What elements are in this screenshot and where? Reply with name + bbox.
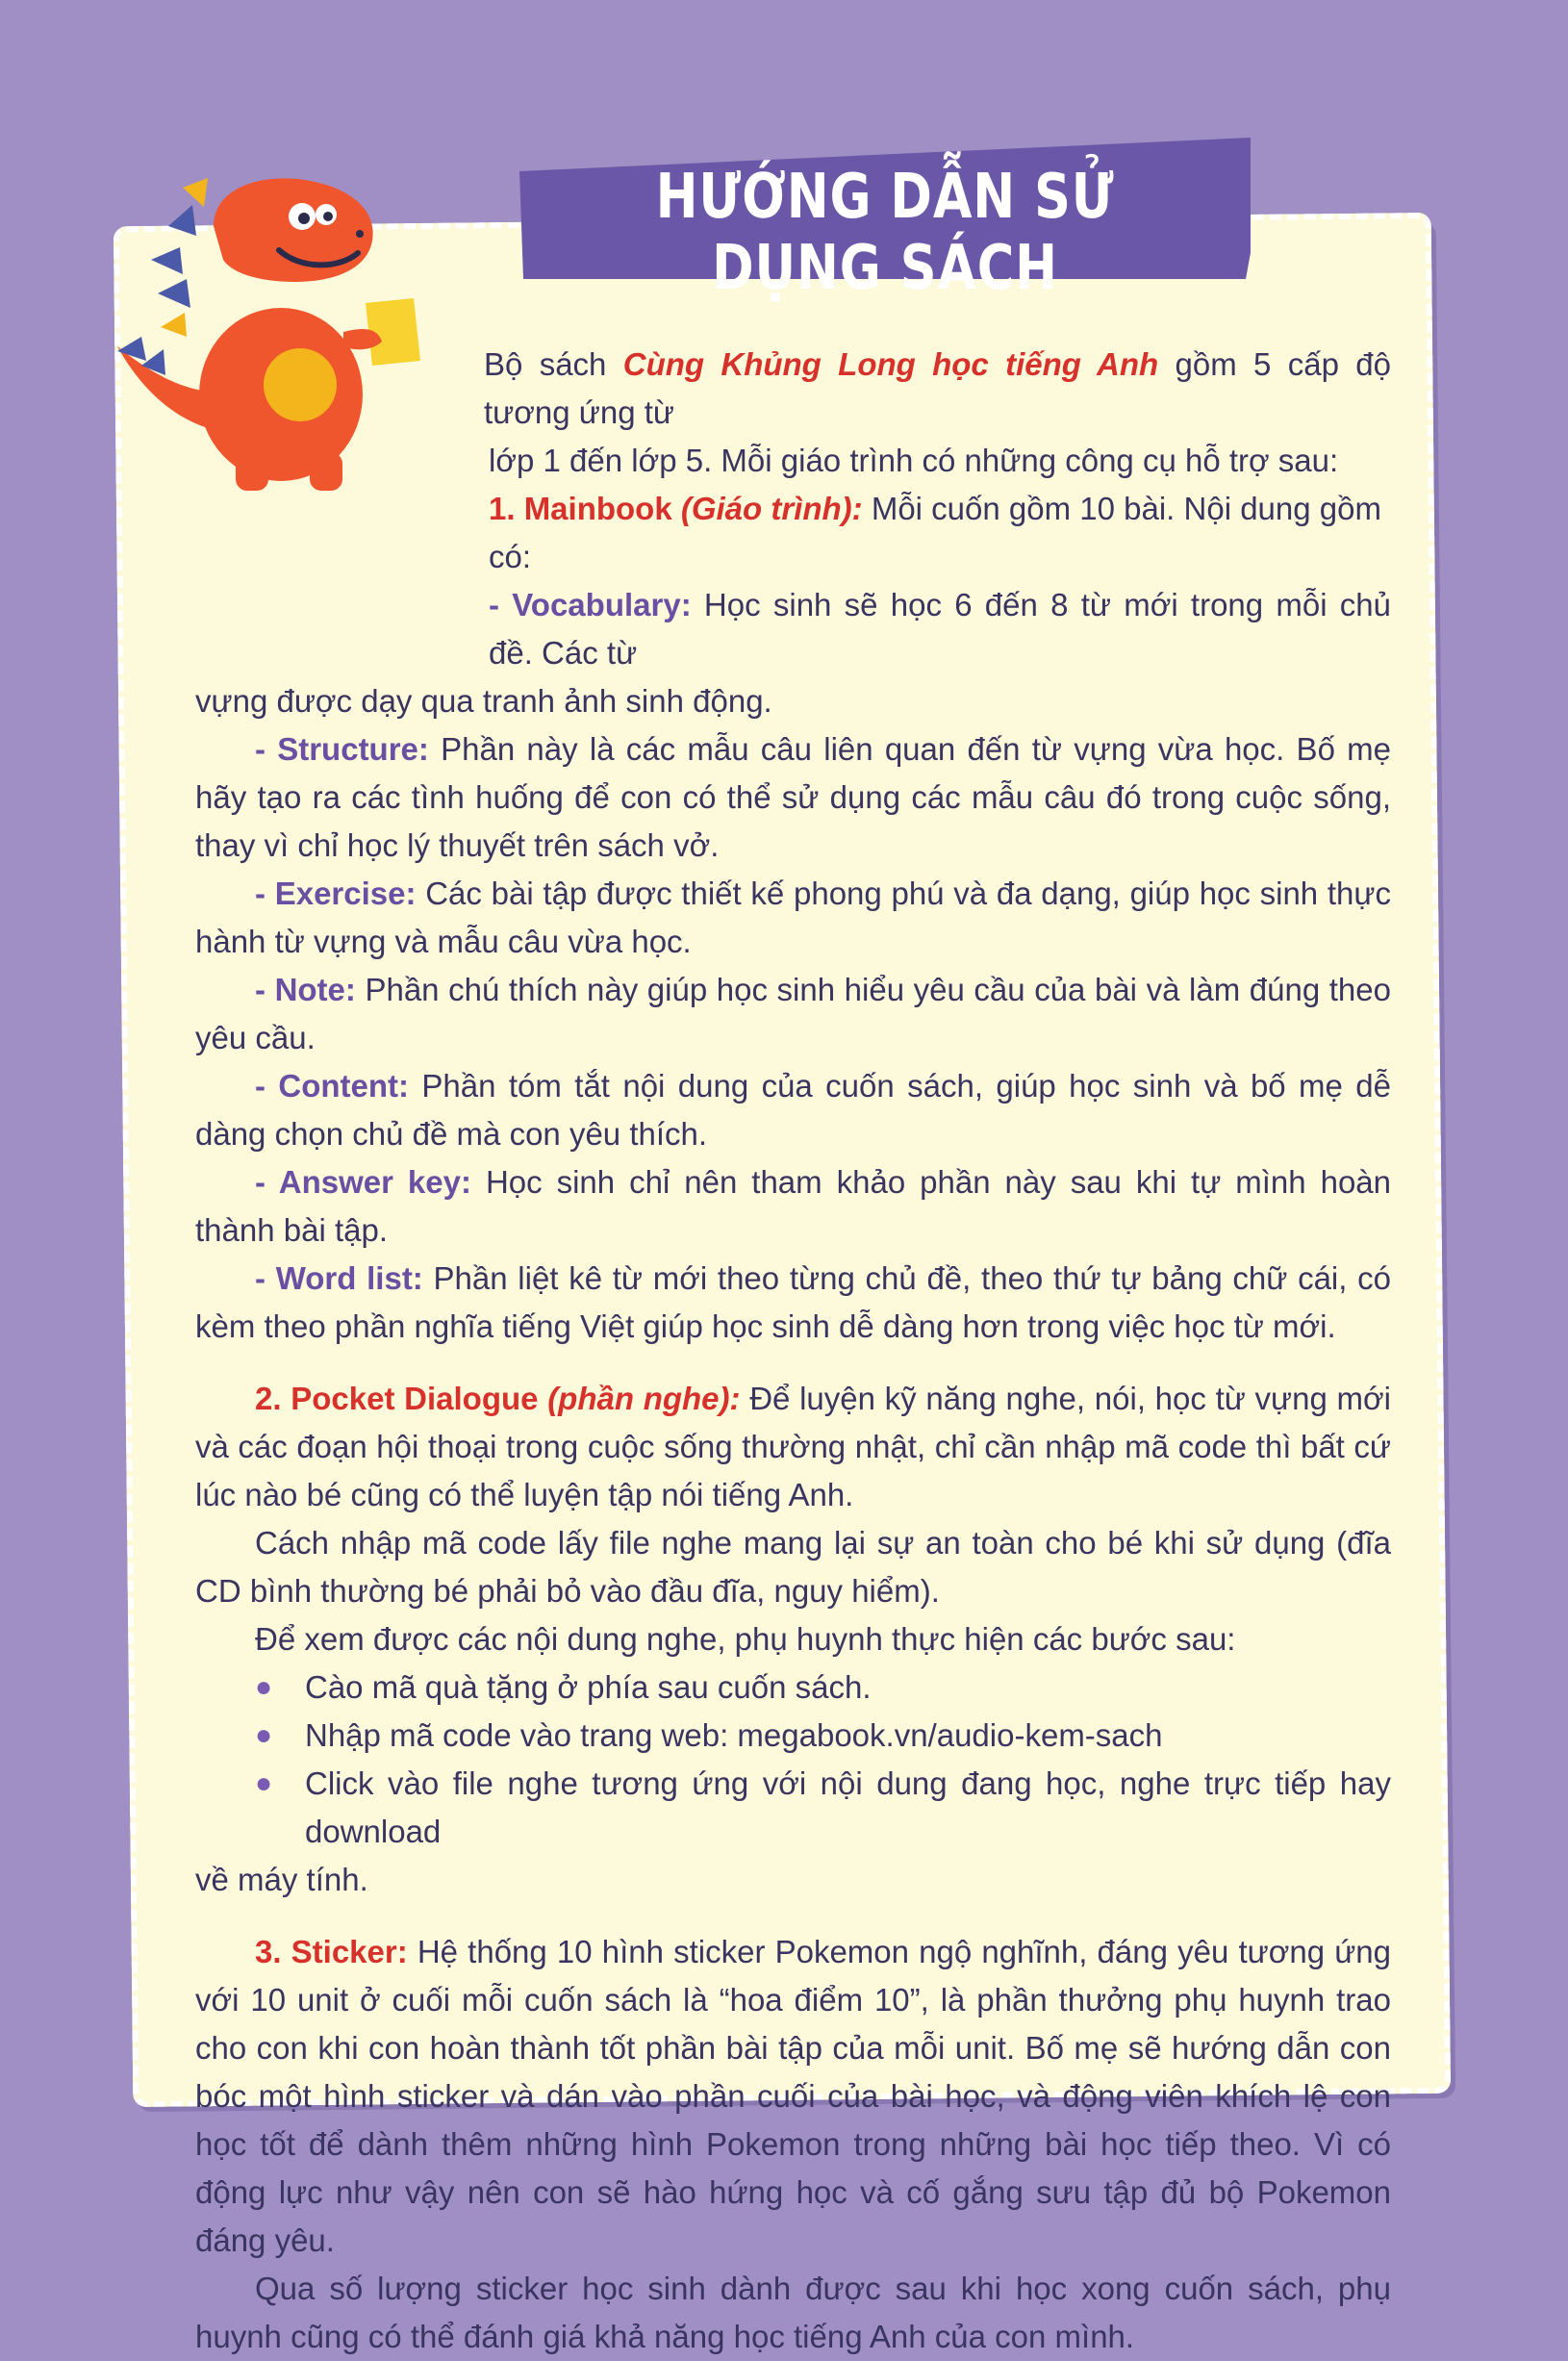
answer-key-item: - Answer key: Học sinh chỉ nên tham khảo phần này sau khi tự mình hoàn thành bài tập. [195,1164,1392,1248]
list-item: ● Nhập mã code vào trang web: megabook.vn/audio-kem-sach [195,1712,1391,1760]
intro-line-2: lớp 1 đến lớp 5. Mỗi giáo trình có những công cụ hỗ trợ sau: [489,443,1339,478]
book-name: Cùng Khủng Long học tiếng Anh [622,346,1159,382]
title-banner [519,135,1251,304]
instructions-text [195,341,1391,2361]
list-item: ● Click vào file nghe tương ứng với nội dung đang học, nghe trực tiếp hay download [195,1760,1391,1856]
pocket-para-2: Cách nhập mã code lấy file nghe mang lại sự an toàn cho bé khi sử dụng (đĩa CD bình thường bé phải bỏ vào đầu đĩa, nguy hiểm). [195,1525,1391,1609]
mainbook-heading: 1. Mainbook (Giáo trình): Mỗi cuốn gồm 10 bài. Nội dung gồm có: [489,491,1381,574]
list-item: ● Cào mã quà tặng ở phía sau cuốn sách. [195,1663,1391,1712]
sticker-para-2: Qua số lượng sticker học sinh dành được sau khi học xong cuốn sách, phụ huynh cũng có thể đánh giá khả năng học tiếng Anh của con mình. [195,2271,1391,2354]
bullet-icon: ● [255,1767,273,1799]
vocabulary-item-cont: vựng được dạy qua tranh ảnh sinh động. [195,683,772,719]
note-item: - Note: Phần chú thích này giúp học sinh hiểu yêu cầu của bài và làm đúng theo yêu cầu. [195,972,1391,1055]
step-3-cont: về máy tính. [195,1862,368,1897]
vocabulary-item: - Vocabulary: Học sinh sẽ học 6 đến 8 từ mới trong mỗi chủ đề. Các từ [489,587,1391,671]
pocket-para-3: Để xem được các nội dung nghe, phụ huynh thực hiện các bước sau: [255,1621,1236,1657]
exercise-item: - Exercise: Các bài tập được thiết kế phong phú và đa dạng, giúp học sinh thực hành từ vựng và mẫu câu vừa học. [195,876,1391,959]
bullet-icon: ● [255,1671,273,1703]
word-list-item: - Word list: Phần liệt kê từ mới theo từng chủ đề, theo thứ tự bảng chữ cái, có kèm theo phần nghĩa tiếng Việt giúp học sinh dễ dàng hơn trong việc học từ mới. [195,1260,1391,1344]
pocket-dialogue-item: 2. Pocket Dialogue (phần nghe): Để luyện kỹ năng nghe, nói, học từ vựng mới và các đoạn hội thoại trong cuộc sống thường nhật, chỉ cần nhập mã code thì bất cứ lúc nào bé cũng có thể luyện tập nói tiếng Anh. [195,1381,1391,1512]
page-title: HƯỚNG DẪN SỬ DỤNG SÁCH [655,162,1115,304]
content-item: - Content: Phần tóm tắt nội dung của cuốn sách, giúp học sinh và bố mẹ dễ dàng chọn chủ đề mà con yêu thích. [195,1068,1391,1152]
structure-item: - Structure: Phần này là các mẫu câu liên quan đến từ vựng vừa học. Bố mẹ hãy tạo ra các tình huống để con có thể sử dụng các mẫu câu đó trong cuộc sống, thay vì chỉ học lý thuyết trên sách vở. [195,731,1391,863]
intro-paragraph: Bộ sách Cùng Khủng Long học tiếng Anh gồm 5 cấp độ tương ứng từ [484,346,1391,430]
sticker-item: 3. Sticker: Hệ thống 10 hình sticker Pokemon ngộ nghĩnh, đáng yêu tương ứng với 10 unit ở cuối mỗi cuốn sách là “hoa điểm 10”, là phần thưởng phụ huynh trao cho con khi con hoàn thành tốt phần bài tập của mỗi unit. Bố mẹ sẽ hướng dẫn con bóc một hình sticker và dán vào phần cuối của bài học, và động viên khích lệ con học tốt để dành thêm những hình Pokemon trong những bài học tiếp theo. Vì có động lực như vậy nên con sẽ hào hứng học và cố gắng sưu tập đủ bộ Pokemon đáng yêu. [195,1934,1391,2258]
bullet-icon: ● [255,1719,273,1751]
